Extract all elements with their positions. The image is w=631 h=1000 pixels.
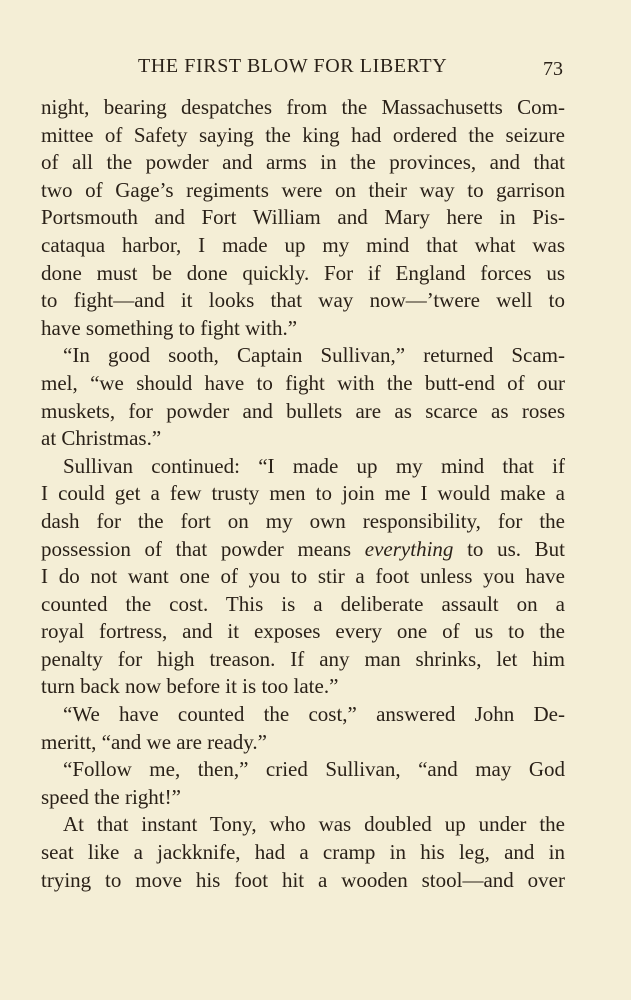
text-line: at Christmas.” [41, 426, 162, 451]
text-line: “We have counted the cost,” answered John De- [63, 702, 565, 727]
text-line: seat like a jackknife, had a cramp in his leg, and in [41, 840, 565, 865]
text-line: mel, “we should have to fight with the butt-end of our [41, 370, 565, 395]
emphasis: everything [364, 536, 454, 561]
running-title: THE FIRST BLOW FOR LIBERTY [138, 55, 448, 77]
text-line: have something to fight with.” [41, 315, 298, 340]
text-line: penalty for high treason. If any man shrinks, let him [41, 646, 565, 671]
text-line: meritt, “and we are ready.” [41, 729, 268, 754]
text-line: At that instant Tony, who was doubled up under the [63, 812, 565, 837]
text-line: “In good sooth, Captain Sullivan,” returned Scam- [63, 343, 565, 368]
text-line: of all the powder and arms in the provinces, and that [41, 150, 565, 175]
running-head [0, 55, 631, 81]
text-line: dash for the fort on my own responsibility, for the [41, 508, 565, 533]
text-line: Portsmouth and Fort William and Mary here in Pis- [41, 205, 565, 230]
text-line: “Follow me, then,” cried Sullivan, “and may God [63, 757, 565, 782]
text-line: night, bearing despatches from the Massachusetts Com- [41, 95, 565, 119]
text-line: I do not want one of you to stir a foot unless you have [41, 564, 565, 589]
text-line: counted the cost. This is a deliberate assault on a [41, 591, 565, 616]
text-line: muskets, for powder and bullets are as scarce as roses [41, 398, 565, 423]
text-line: cataqua harbor, I made up my mind that what was [41, 232, 565, 257]
text-line: done must be done quickly. For if England forces us [41, 260, 565, 285]
text-line: Sullivan continued: “I made up my mind that if [63, 453, 565, 478]
text-line: to fight—and it looks that way now—’twere well to [41, 288, 565, 313]
body-text [41, 94, 565, 894]
text-line: turn back now before it is too late.” [41, 674, 339, 699]
page-number: 73 [543, 58, 563, 80]
text-line: two of Gage’s regiments were on their way to garrison [41, 177, 565, 202]
text-line: royal fortress, and it exposes every one of us to the [41, 619, 565, 644]
text-line: trying to move his foot hit a wooden stool—and over [41, 867, 565, 892]
text-line: speed the right!” [41, 784, 181, 809]
text-line: mittee of Safety saying the king had ordered the seizure [41, 122, 565, 147]
text-line: possession of that powder means everything to us. But [41, 536, 565, 561]
text-line: I could get a few trusty men to join me I would make a [41, 481, 565, 506]
